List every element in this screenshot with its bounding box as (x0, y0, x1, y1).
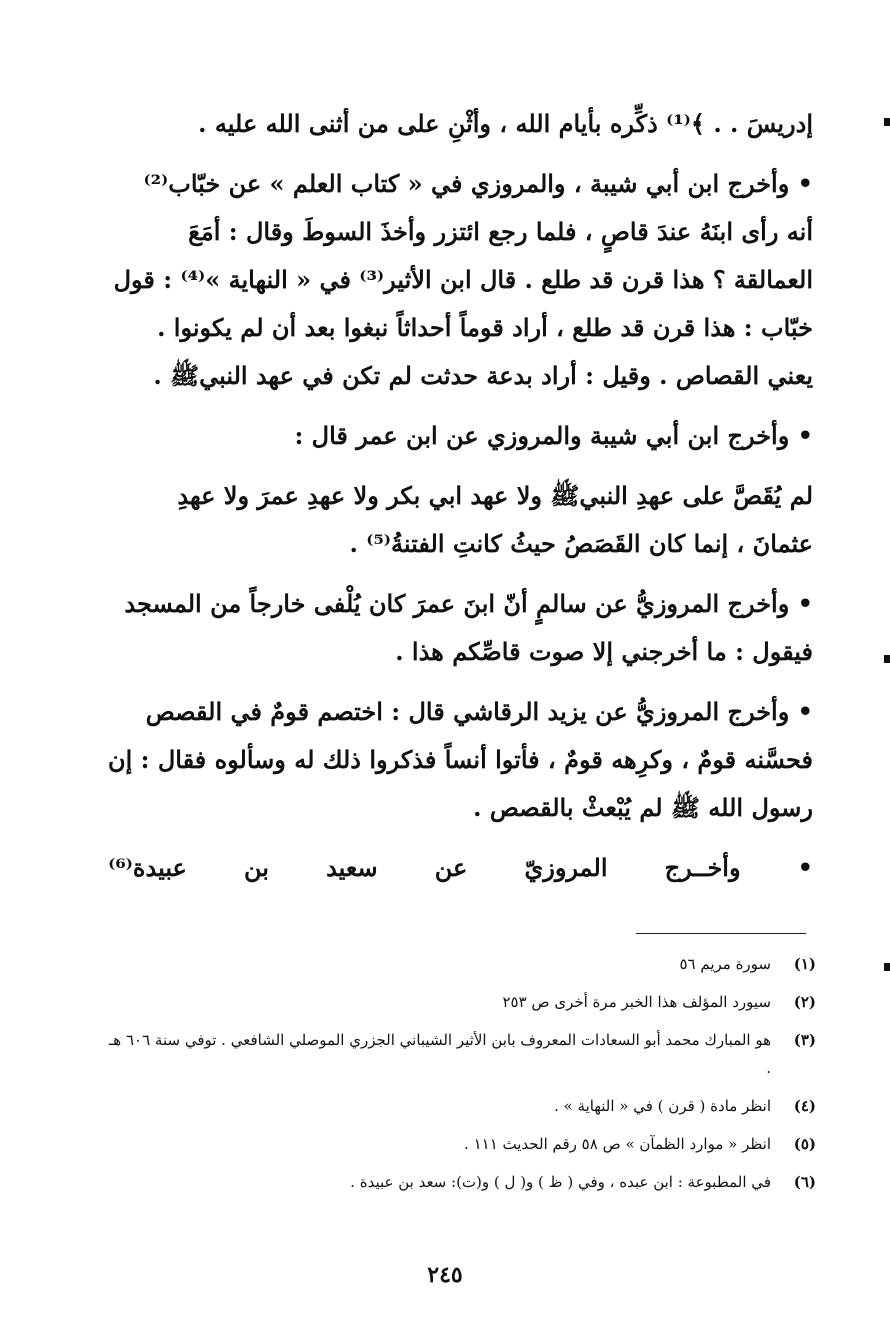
text-line: خبّاب : هذا قرن قد طلع ، أراد قوماً أحداثاً نبغوا بعد أن لم يكونوا . (157, 313, 813, 342)
text-line: • وأخرج المروزيُّ عن سالمٍ أنّ ابنَ عمرَ كان يُلْفى خارجاً من المسجد (124, 589, 813, 618)
paragraph-7 (108, 844, 813, 892)
text-line: فحسَّنه قومٌ ، وكرِهه قومٌ ، فأتوا أنساً فذكروا ذلك له وسألوه فقال : إن (108, 745, 813, 774)
footnote-text: انظر « موارد الظمآن » ص ٥٨ رقم الحديث ١١١ . (464, 1135, 771, 1153)
paragraph-1 (108, 100, 813, 148)
word: • (797, 853, 813, 882)
paragraph-4 (108, 472, 813, 568)
footnote-text: هو المبارك محمد أبو السعادات المعروف بابن الأثير الشيباني الجزري الموصلي الشافعي . توفي سنة ٦٠٦ هـ . (108, 1031, 771, 1077)
text-line: لم يُقَصَّ على عهدِ النبيﷺ ولا عهد ابي بكر ولا عهدِ عمرَ ولا عهدِ (177, 481, 813, 510)
footnote-6 (100, 1168, 816, 1196)
footnote-text: في المطبوعة : ابن عبده ، وفي ( ظ ) و( ل ) و(ت): سعد بن عبيدة . (350, 1173, 771, 1191)
word: بن (244, 853, 269, 882)
footnote-3 (100, 1026, 816, 1082)
paragraph-3 (108, 412, 813, 460)
word: عن (434, 853, 468, 882)
scan-mark (884, 118, 890, 126)
word: المروزيّ (524, 853, 608, 882)
footnote-text: سورة مريم ٥٦ (679, 955, 771, 973)
main-text (108, 100, 813, 904)
text-line: فيقول : ما أخرجني إلا صوت قاصِّكم هذا . (395, 637, 813, 666)
word: سعيد (326, 853, 378, 882)
footnote-number: (٢) (793, 993, 816, 1011)
footnote-text: سيورد المؤلف هذا الخبر مرة أخرى ص ٢٥٣ (502, 993, 771, 1011)
text-line: رسول الله ﷺ لم يُبْعثْ بالقصص . (473, 793, 813, 822)
footnote-number: (٣) (793, 1031, 816, 1049)
footnote-separator (636, 933, 806, 934)
paragraph-5 (108, 580, 813, 676)
footnote-number: (٦) (793, 1173, 816, 1191)
text-line: • وأخرج المروزيُّ عن يزيد الرقاشي قال : اختصم قومٌ في القصص (145, 697, 813, 726)
text-line: يعني القصاص . وقيل : أراد بدعة حدثت لم تكن في عهد النبيﷺ . (153, 361, 813, 390)
footnote-4 (100, 1092, 816, 1120)
footnote-1 (100, 950, 816, 978)
footnote-text: انظر مادة ( قرن ) في « النهاية » . (554, 1097, 771, 1115)
text-line: إدريسَ . . ﴾⁽¹⁾ ذكِّره بأيام الله ، وأثْنِ على من أثنى الله عليه . (198, 109, 813, 138)
word: وأخــرج (664, 853, 741, 882)
footnote-number: (٥) (793, 1135, 816, 1153)
text-line: عثمانَ ، إنما كان القَصَصُ حيثُ كانتِ الفتنةُ⁽⁵⁾ . (349, 529, 813, 558)
text-line: أنه رأى ابنَهُ عندَ قاصٍ ، فلما رجع ائتزر وأخذَ السوطَ وقال : أمَعَ (188, 217, 813, 246)
footnote-2 (100, 988, 816, 1016)
text-line: • وأخرج ابن أبي شيبة ، والمروزي في « كتاب العلم » عن خبّاب⁽²⁾ (143, 169, 813, 198)
footnote-number: (١) (793, 955, 816, 973)
text-line-spread (108, 844, 813, 892)
text-line: • وأخرج ابن أبي شيبة والمروزي عن ابن عمر قال : (294, 421, 813, 450)
scan-mark (884, 655, 890, 663)
paragraph-2 (108, 160, 813, 400)
scan-mark (884, 963, 890, 971)
text-line: العمالقة ؟ هذا قرن قد طلع . قال ابن الأثير⁽³⁾ في « النهاية »⁽⁴⁾ : قول (113, 265, 813, 294)
page-number: ٢٤٥ (427, 1262, 463, 1288)
word: عبيدة⁽⁶⁾ (108, 853, 187, 882)
paragraph-6 (108, 688, 813, 832)
footnote-5 (100, 1130, 816, 1158)
footnotes (100, 950, 816, 1206)
footnote-number: (٤) (793, 1097, 816, 1115)
